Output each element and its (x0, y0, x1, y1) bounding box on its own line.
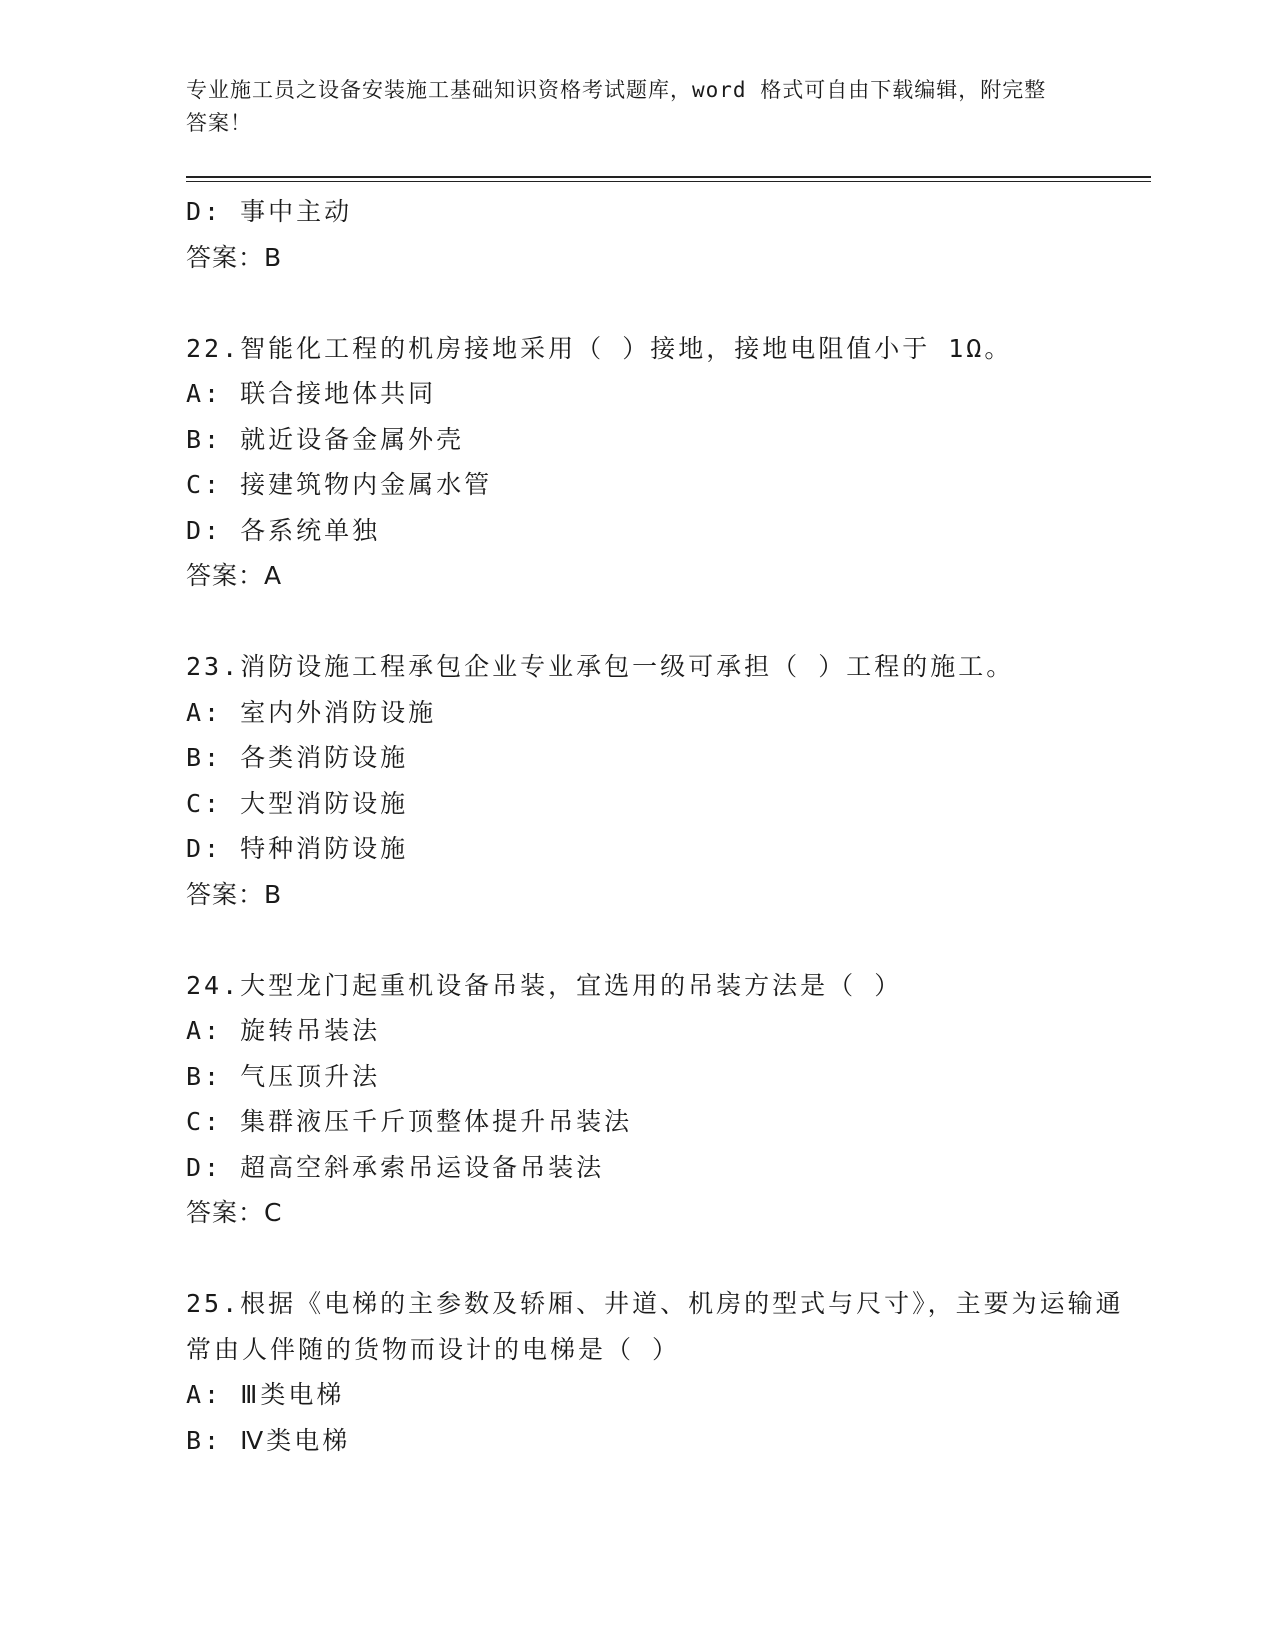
question-stem: 24.大型龙门起重机设备吊装，宜选用的吊装方法是（ ） (186, 970, 903, 1000)
spacer (186, 280, 1126, 326)
header-rule-thick (186, 176, 1151, 178)
header-rule-thin (186, 181, 1151, 182)
option-d: D: 超高空斜承索吊运设备吊装法 (186, 1152, 605, 1182)
option-a: A: 室内外消防设施 (186, 697, 437, 727)
question-stem: 25.根据《电梯的主参数及轿厢、井道、机房的型式与尺寸》，主要为运输通常由人伴随的货物而设计的电梯是（ ） (186, 1289, 1124, 1364)
option-b: B: 就近设备金属外壳 (186, 424, 465, 454)
answer: 答案：B (186, 879, 283, 909)
spacer (186, 1236, 1126, 1282)
option-a: A: Ⅲ类电梯 (186, 1380, 345, 1409)
option-d: D: 特种消防设施 (186, 834, 409, 863)
option-c: C: 集群液压千斤顶整体提升吊装法 (186, 1107, 633, 1136)
option-d-previous: D: 事中主动 (186, 197, 353, 226)
answer: 答案：C (186, 1198, 283, 1227)
option-b: B: 各类消防设施 (186, 743, 409, 772)
answer-previous: 答案：B (186, 242, 283, 272)
question-25 (186, 1281, 1126, 1463)
option-a: A: 联合接地体共同 (186, 379, 437, 408)
option-d: D: 各系统单独 (186, 515, 381, 545)
answer: 答案：A (186, 561, 283, 590)
option-b: B: 气压顶升法 (186, 1061, 381, 1091)
spacer (186, 599, 1126, 645)
document-header: 专业施工员之设备安装施工基础知识资格考试题库，word 格式可自由下载编辑，附完整答案！ (186, 78, 1047, 135)
option-c: C: 大型消防设施 (186, 788, 409, 818)
question-23 (186, 644, 1126, 917)
option-c: C: 接建筑物内金属水管 (186, 470, 493, 499)
question-24 (186, 963, 1126, 1236)
option-b: B: Ⅳ类电梯 (186, 1425, 351, 1455)
question-stem: 22.智能化工程的机房接地采用（ ）接地，接地电阻值小于 1Ω。 (186, 333, 1013, 363)
question-stem: 23.消防设施工程承包企业专业承包一级可承担（ ）工程的施工。 (186, 652, 1015, 681)
question-22 (186, 326, 1126, 599)
option-a: A: 旋转吊装法 (186, 1016, 381, 1045)
document-body (186, 189, 1126, 1463)
spacer (186, 917, 1126, 963)
